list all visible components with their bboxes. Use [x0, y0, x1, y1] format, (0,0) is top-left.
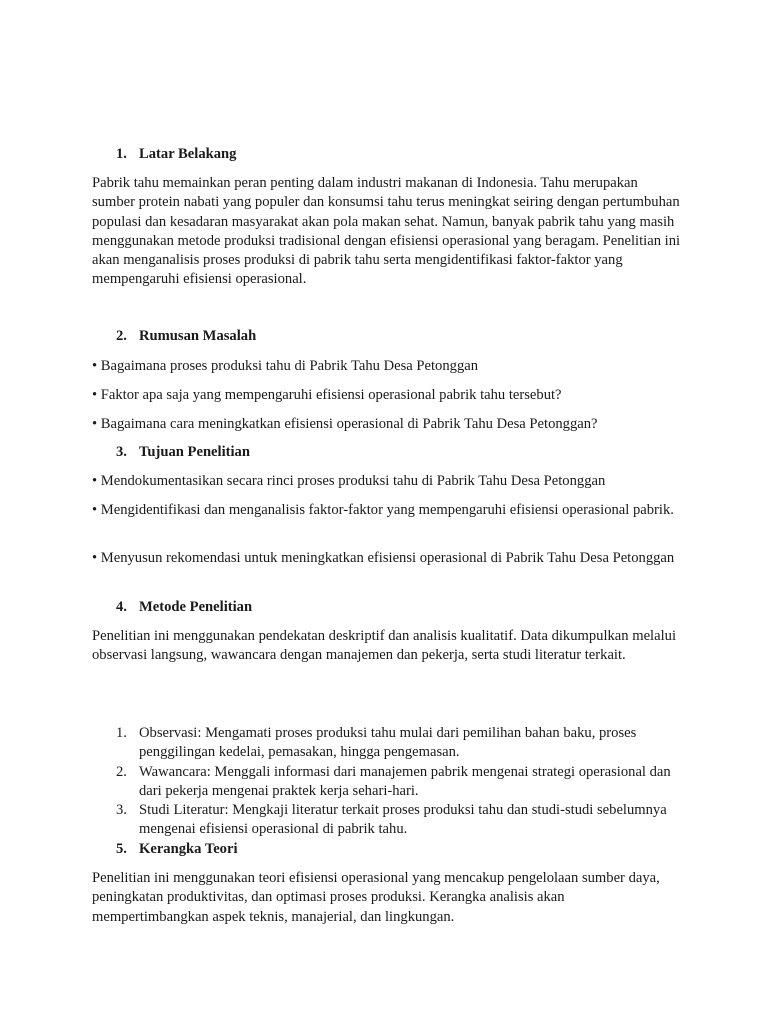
- section-heading-latar-belakang: [116, 145, 236, 164]
- section-heading-metode-penelitian: [116, 598, 252, 617]
- bullet-item: • Bagaimana cara meningkatkan efisiensi operasional di Pabrik Tahu Desa Petonggan?: [92, 416, 598, 432]
- bullet-item: • Faktor apa saja yang mempengaruhi efisiensi operasional pabrik tahu tersebut?: [92, 387, 562, 403]
- section-number: 2.: [116, 328, 127, 344]
- section-title: Rumusan Masalah: [139, 328, 257, 344]
- list-number: 3.: [116, 802, 127, 819]
- paragraph-kerangka-teori: Penelitian ini menggunakan teori efisiensi operasional yang mencakup pengelolaan sumber daya, peningkatan produktivitas, dan optimasi proses produksi. Kerangka analisis akan mempertimbangkan aspek teknis, manajerial, dan lingkungan.: [92, 870, 660, 925]
- section-title: Kerangka Teori: [139, 841, 238, 857]
- bullet-item: • Menyusun rekomendasi untuk meningkatkan efisiensi operasional di Pabrik Tahu Desa Petonggan: [92, 550, 675, 566]
- method-list-item: [116, 801, 676, 840]
- bullet-item: • Mendokumentasikan secara rinci proses produksi tahu di Pabrik Tahu Desa Petonggan: [92, 473, 606, 489]
- section-number: 3.: [116, 444, 127, 460]
- section-number: 4.: [116, 599, 127, 615]
- list-text: Wawancara: Menggali informasi dari manajemen pabrik mengenai strategi operasional dan dari pekerja mengenai praktek kerja sehari-hari.: [139, 763, 671, 799]
- section-heading-tujuan-penelitian: [116, 443, 250, 462]
- bullet-item: • Mengidentifikasi dan menganalisis faktor-faktor yang mempengaruhi efisiensi operasional pabrik.: [92, 502, 674, 518]
- section-number: 1.: [116, 146, 127, 162]
- method-list-item: [116, 724, 676, 763]
- paragraph-latar-belakang: Pabrik tahu memainkan peran penting dalam industri makanan di Indonesia. Tahu merupakan sumber protein nabati yang populer dan konsumsi tahu terus meningkat seiring dengan pertumbuhan populasi dan kesadaran masyarakat akan pola makan sehat. Namun, banyak pabrik tahu yang masih menggunakan metode produksi tradisional dengan efisiensi operasional yang beragam. Penelitian ini akan menganalisis proses produksi di pabrik tahu serta mengidentifikasi faktor-faktor yang mempengaruhi efisiensi operasional.: [92, 175, 681, 288]
- method-list: [116, 724, 676, 840]
- method-list-item: [116, 763, 676, 802]
- list-text: Studi Literatur: Mengkaji literatur terkait proses produksi tahu dan studi-studi sebelumnya mengenai efisiensi operasional di pabrik tahu.: [139, 802, 667, 838]
- list-text: Observasi: Mengamati proses produksi tahu mulai dari pemilihan bahan baku, proses penggilingan kedelai, pemasakan, hingga pengemasan.: [139, 725, 637, 761]
- section-heading-rumusan-masalah: [116, 327, 256, 346]
- section-number: 5.: [116, 841, 127, 857]
- list-number: 1.: [116, 725, 127, 741]
- paragraph-metode-penelitian: Penelitian ini menggunakan pendekatan deskriptif dan analisis kualitatif. Data dikumpulkan melalui observasi langsung, wawancara dengan manajemen dan pekerja, serta studi literatur terkait.: [92, 628, 676, 664]
- section-title: Tujuan Penelitian: [139, 444, 250, 460]
- section-heading-kerangka-teori: [116, 840, 238, 859]
- bullet-item: • Bagaimana proses produksi tahu di Pabrik Tahu Desa Petonggan: [92, 358, 479, 374]
- list-number: 2.: [116, 763, 127, 780]
- section-title: Metode Penelitian: [139, 599, 253, 615]
- section-title: Latar Belakang: [139, 146, 237, 162]
